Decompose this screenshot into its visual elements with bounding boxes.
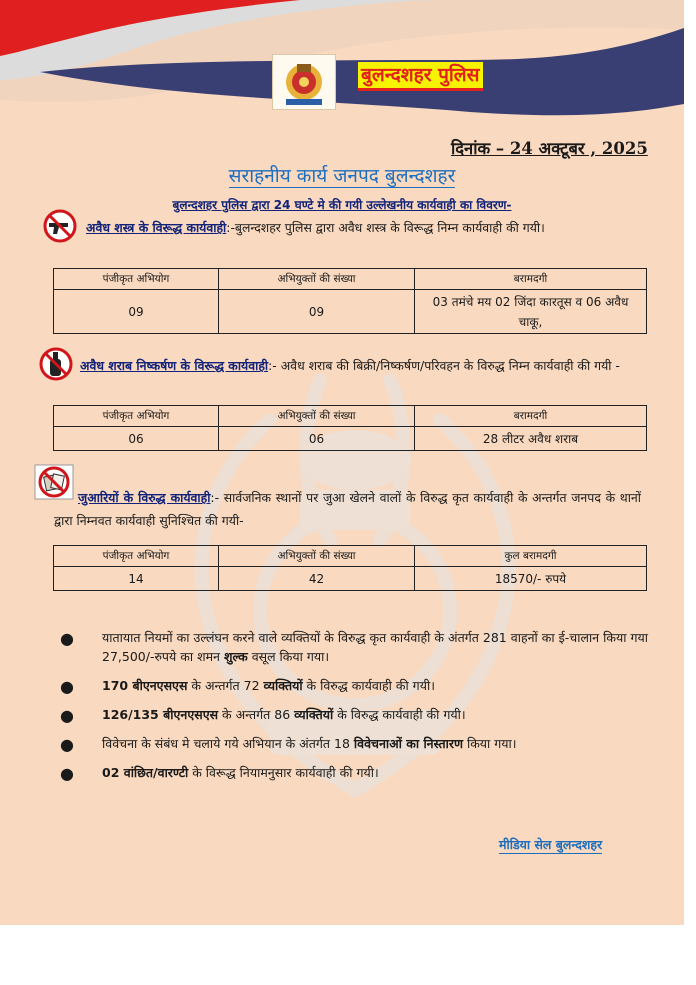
section-gambling-heading: जुआरियों के विरुद्ध कार्यवाही	[78, 490, 211, 505]
table-cell: 06	[219, 427, 415, 451]
bullet-dot: ●	[60, 677, 74, 696]
list-item: ● 126/135 बीएनएसएस के अन्तर्गत 86 व्यक्तियों के विरुद्ध कार्यवाही की गयी।	[60, 706, 466, 725]
document-date: दिनांक – 24 अक्टूबर , 2025	[451, 139, 648, 158]
list-item: ● 02 वांछित/वारण्टी के विरूद्ध नियामनुसार कार्यवाही की गयी।	[60, 764, 379, 783]
header-banner-graphic	[0, 0, 684, 130]
bullet-dot: ●	[60, 629, 74, 648]
table-header: अभियुक्तों की संख्या	[219, 406, 415, 427]
table-header: बरामदगी	[415, 406, 647, 427]
table-cell: 09	[219, 290, 415, 334]
bullet-dot: ●	[60, 706, 74, 725]
list-item: ● विवेचना के संबंध मे चलाये गये अभियान के अंतर्गत 18 विवेचनाओं का निस्तारण किया गया।	[60, 735, 517, 754]
table-header: पंजीकृत अभियोग	[54, 406, 219, 427]
table-header: अभियुक्तों की संख्या	[219, 269, 415, 290]
police-emblem-logo	[272, 54, 336, 110]
table-cell: 09	[54, 290, 219, 334]
page-subtitle: बुलन्दशहर पुलिस द्वारा 24 घण्टे मे की गयी उल्लेखनीय कार्यवाही का विवरण-	[172, 198, 512, 212]
table-header: पंजीकृत अभियोग	[54, 269, 219, 290]
actions-bullet-list	[58, 628, 648, 792]
table-cell: 06	[54, 427, 219, 451]
list-item: ● 170 बीएनएसएस के अन्तर्गत 72 व्यक्तियों के विरुद्ध कार्यवाही की गयी।	[60, 677, 435, 696]
section-arms-heading: अवैध शस्त्र के विरूद्ध कार्यवाही	[86, 220, 227, 235]
table-header: बरामदगी	[415, 269, 647, 290]
table-cell: 18570/- रुपये	[415, 567, 647, 591]
arms-table	[53, 268, 647, 334]
section-arms-paragraph: अवैध शस्त्र के विरूद्ध कार्यवाही:-बुलन्दशहर पुलिस द्वारा अवैध शस्त्र के विरूद्ध निम्न कार्यवाही की गयी।	[86, 220, 545, 235]
table-cell: 28 लीटर अवैध शराब	[415, 427, 647, 451]
table-cell: 14	[54, 567, 219, 591]
table-cell: 42	[219, 567, 415, 591]
table-header: कुल बरामदगी	[415, 546, 647, 567]
section-liquor-paragraph: अवैध शराब निष्कर्षण के विरूद्ध कार्यवाही:- अवैध शराब की बिक्री/निष्कर्षण/परिवहन के विरुद्ध निम्न कार्यवाही की गयी -	[80, 358, 620, 373]
page-title: सराहनीय कार्य जनपद बुलन्दशहर	[228, 165, 456, 187]
bullet-dot: ●	[60, 764, 74, 783]
table-header: पंजीकृत अभियोग	[54, 546, 219, 567]
liquor-table	[53, 405, 647, 451]
brand-title: बुलन्दशहर पुलिस	[358, 62, 483, 91]
table-header: अभियुक्तों की संख्या	[219, 546, 415, 567]
gambling-table	[53, 545, 647, 591]
section-liquor-heading: अवैध शराब निष्कर्षण के विरूद्ध कार्यवाही	[80, 358, 269, 373]
table-cell: 03 तमंचे मय 02 जिंदा कारतूस व 06 अवैध चाकू,	[415, 290, 647, 334]
list-item: ● यातायात नियमों का उल्लंघन करने वाले व्यक्तियों के विरुद्ध कृत कार्यवाही के अंतर्गत 281 वाहनों का ई-चालान किया गया 27,500/-रुपये का शमन शुल्क वसूल किया गया।	[60, 629, 648, 664]
bullet-dot: ●	[60, 735, 74, 754]
media-cell-signature: मीडिया सेल बुलन्दशहर	[499, 837, 603, 852]
section-gambling-paragraph: जुआरियों के विरुद्ध कार्यवाही:- सार्वजनिक स्थानों पर जुआ खेलने वालों के विरुद्ध कृत कार्यवाही के अन्तर्गत जनपद के थानों द्वारा निम्नवत कार्यवाही सुनिश्चित की गयी-	[54, 490, 641, 528]
